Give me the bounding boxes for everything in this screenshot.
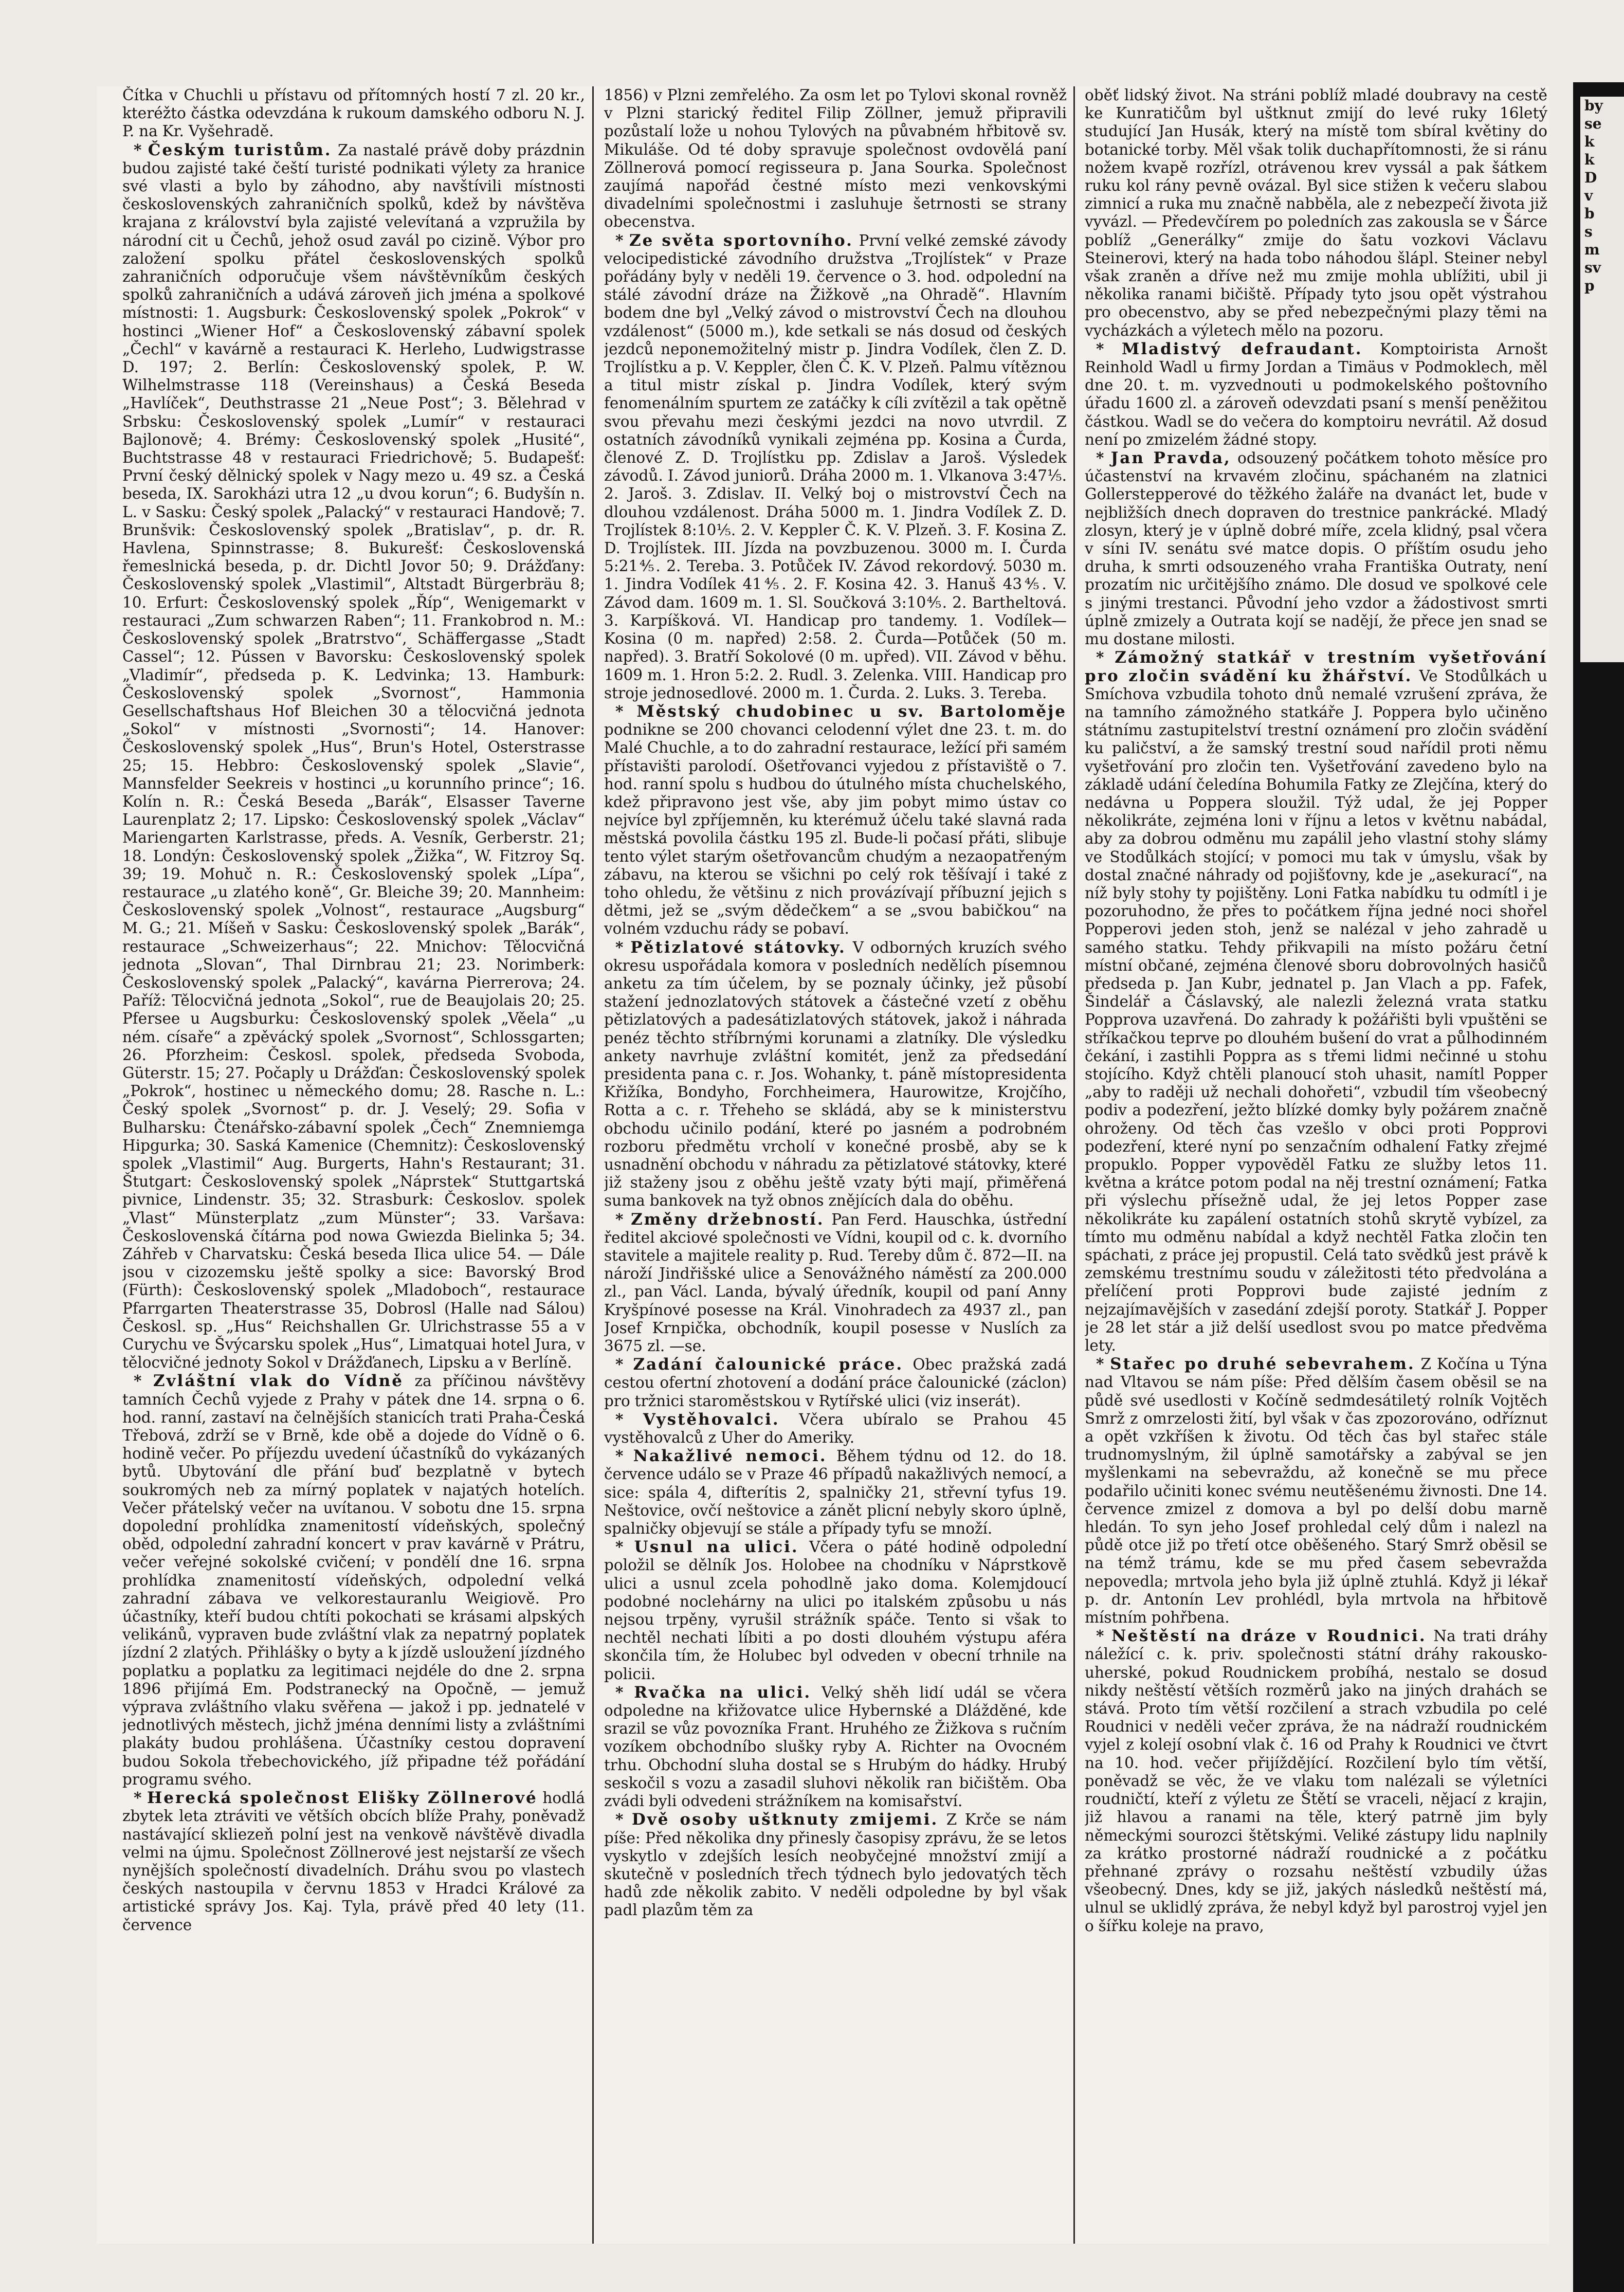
article-text: Velký shěh lidí udál se včera odpoledne na křižovatce ulice Hybernské a Dlážděné, kde srazil se vůz povozníka Frant. Hruhého ze Žižkova s ručním vozíkem obchodníbo slušky ryby A. Richter na Ovocném trhu. Obchodní sluha dostal se s Hrubým do hádky. Hrubý seskočil s vozu a zasadil sluhovi několik ran bičištěm. Oba zvádi byli odvedeni strážníkem na komisařství. — [604, 1683, 1067, 1810]
adjacent-page-fragment: v — [1584, 187, 1593, 204]
adjacent-page-fragment: k — [1584, 133, 1595, 150]
article-paragraph — [122, 1372, 585, 1789]
article-paragraph — [122, 86, 585, 141]
article-marker: * — [1096, 1355, 1110, 1373]
article-marker: * — [134, 140, 148, 159]
article-headline: Zvláštní vlak do Vídně — [153, 1372, 404, 1391]
article-marker: * — [1096, 648, 1115, 667]
adjacent-page-fragment: s — [1584, 223, 1593, 240]
article-paragraph — [1085, 86, 1547, 340]
article-text: Obec pražská zadá cestou ofertní zhotovení a dodání práce čalounické (záclon) pro tržnici staroměstskou v Rytířské ulici (viz inserát). — [604, 1356, 1067, 1410]
article-marker: * — [615, 1683, 634, 1701]
article-marker: * — [1096, 339, 1122, 358]
adjacent-page-fragment: m — [1584, 241, 1600, 258]
article-headline: Herecká společnost Elišky Zöllnerové — [147, 1789, 538, 1808]
article-text: První velké zemské závody velocipedistické závodního družstva „Trojlístek“ v Praze pořádány byly v neděli 19. července o 3. hod. odpolední na stálé závodní dráze na Žižkově „na Ohradě“. Hlavním bodem dne byl „Velký závod o mistrovství Čech na dlouhou vzdálenost“ (5000 m.), kde setkali se nás dosud od českých jezdců neponemožitelný mistr p. Jindra Vodílek, člen Z. D. Trojlístku a p. V. Keppler, člen Č. K. V. Plzeň. Palmu vítěznou a titul mistr získal p. Jindra Vodílek, který svým fenomenálním spurtem ze zatáčky k cíli zvítězil a tak opětně svou převahu mezi českými jezdci na novo utvrdil. Z ostatních závodníků vynikali zejména pp. Kosina a Čurda, členové Z. D. Trojlístku pp. Zdislav a Jaroš. Výsledek závodů. I. Závod juniorů. Dráha 2000 m. 1. Vlkanova 3:47⅕. 2. Jaroš. 3. Zdislav. II. Velký boj o mistrovství Čech na dlouhou vzdálenost. Dráha 5000 m. 1. Jindra Vodílek Z. D. Trojlístek 8:10⅕. 2. V. Keppler Č. K. V. Plzeň. 3. F. Kosina Z. D. Trojlístek. III. Jízda na povzbuzenou. 3000 m. I. Čurda 5:21⅘. 2. Tereba. 3. Potůček IV. Závod rekordový. 5030 m. 1. Jindra Vodílek 41⅘. 2. F. Kosina 42. 3. Hanuš 43⅘. V. Závod dam. 1609 m. 1. Sl. Součková 3:10⅘. 2. Bartheltová. 3. Karpíšková. VI. Handicap pro tandemy. 1. Vodílek—Kosina (0 m. napřed) 2:58. 2. Čurda—Potůček (50 m. napřed). 3. Bratří Sokolové (0 m. upřed). VII. Závod v běhu. 1609 m. 1. Hron 5:2. 2. Rudl. 3. Zelenka. VIII. Handicap pro stroje jednosedlové. 2000 m. 1. Čurda. 2. Luks. 3. Tereba. — [604, 231, 1067, 702]
article-text: hodlá zbytek leta ztráviti ve větších obcích blíže Prahy, poněvadž nastávající skliezeň polní jest na venkově návštěvě divadla velmi na újmu. Společnost Zöllnerové jest nejstarší ze všech nynějších společností divadelních. Dráhu svou po vlastech českých nastoupila v červnu 1853 v Hradci Králové za artistické správy Jos. Kaj. Tyla, právě před 40 lety (11. července — [122, 1789, 585, 1934]
article-text: Z Krče se nám píše: Před několika dny přinesly časopisy zprávu, že se letos vyskytlo v zdejších lesích neobyčejné množství zmijí a skutečně v posledních třech týdnech bylo jedovatých těch hadů zde několik zabito. V neděli odpoledne by byl však padl plazům těm za — [604, 1811, 1067, 1919]
article-text: odsouzený počátkem tohoto měsíce pro účastenství na krvavém zločinu, spáchaném na zlatnici Gollerstepperové do těžkého žaláře na dvanáct let, bude v nejbližších dnech dopraven do trestnice pankrácké. Mladý zlosyn, který je v úplně dobré míře, zcela klidný, psal včera v síni IV. senátu své matce dopis. O příštím osudu jeho druha, k smrti odsouzeného vraha Františka Outraty, není prozatím nic určitějšího známo. Dle dosud ve spolkové cele s jinými trestanci. Původní jeho vzdor a žádostivost smrti úplně zmizely a Outrata kojí se nadějí, že přece jen snad se mu dostane milosti. — [1085, 449, 1547, 648]
article-paragraph — [604, 231, 1067, 702]
adjacent-page-fragment: p — [1584, 277, 1595, 294]
article-text: Včera ubíralo se Prahou 45 vystěhovalců z Uher do Ameriky. — [604, 1410, 1067, 1447]
article-marker: * — [1096, 1627, 1111, 1645]
adjacent-page-snippet — [1580, 97, 1624, 662]
article-text: 1856) v Plzni zemřelého. Za osm let po Tylovi skonal rovněž v Plzni starický ředitel Filip Zöllner, jemuž připravili pozůstalí lože u nohou Tylových na půvabném hřbitově sv. Mikuláše. Od té doby spravuje společnost ovdovělá paní Zöllnerová pomocí regisseura p. Jana Sourka. Společnost zaujímá napořád čestné místo mezi venkovskými divadelními společnostmi i zasluhuje šetrnosti se strany obecenstva. — [604, 86, 1067, 231]
column-divider — [592, 86, 594, 2244]
article-headline: Změny držebností. — [631, 1210, 825, 1229]
article-text: Čítka v Chuchli u přístavu od přítomných hostí 7 zl. 20 kr., kteréžto částka odevzdána k rukoum damského odboru N. J. P. na Kr. Vyšehradě. — [122, 86, 585, 140]
adjacent-page-fragment: b — [1584, 205, 1595, 222]
article-text: za příčinou návštěvy tamních Čechů vyjede z Prahy v pátek dne 14. srpna o 6. hod. ranní, zastaví na čelnějších stanicích trati Praha-Česká Třebová, zdrží se v Brně, kde obě a dojede do Vídně o 6. hodině večer. Po příjezdu uvedení účastníků do vykázaných bytů. Ubytování dle přání buď bezplatně v bytech soukromých neb za mírný poplatek v najatých hotelích. Večer přátelský večer na uvítanou. V sobotu dne 15. srpna dopolední prohlídka znamenitostí vídeňských, společný oběd, odpolední zahradní koncert v prav kavárně v Prátru, večer veřejné sokolské cvičení; v pondělí dne 16. srpna prohlídka znamenitostí vídeňských, odpolední velká zahradní zábava ve velkorestauranlu Weigiově. Pro účastníky, kteří budou chtíti pokochati se krásami alpských velikánů, vypraven bude zvláštní vlak za nepatrný poplatek jízdní 2 zlatých. Přihlášky o byty a k jízdě usloužení jízdného poplatku a poplatku za legitimaci nejdéle do dne 2. srpna 1896 přijímá Em. Podstranecký na Opočně, — jemuž výprava zvláštního vlaku svěřena — jakož i pp. jednatelé v jednotlivých městech, jichž jména denními listy a zvláštními plakáty budou prohlášena. Účastníky cestou dopravení budou Sokola třebechovického, jíž připadne též pořádání programu svého. — [122, 1372, 585, 1788]
newspaper-page — [97, 86, 1549, 2244]
article-text: Pan Ferd. Hauschka, ústřední ředitel akciové společnosti ve Vídni, koupil od c. k. dvorního stavitele a majitele reality p. Rud. Tereby dům č. 872—II. na nároží Jindřišské ulice a Senovážného náměstí za 200.000 zl., pan Václ. Landa, bývalý úředník, koupil od paní Anny Kryšpínové posesse na Král. Vinohradech za 4937 zl., pan Josef Krnpička, obchodník, koupil posesse v Nuslích za 3675 zl. —se. — [604, 1210, 1067, 1355]
column-divider — [1073, 86, 1075, 2244]
article-paragraph — [604, 1810, 1067, 1919]
article-headline: Městský chudobinec u sv. Bartoloměje — [636, 702, 1067, 721]
article-paragraph — [604, 1538, 1067, 1683]
article-paragraph — [604, 1447, 1067, 1538]
column-2 — [604, 86, 1067, 2244]
adjacent-page-fragment: se — [1584, 115, 1602, 132]
article-text: Z Kočína u Týna nad Vltavou se nám píše: Před dělším časem oběsil se na půdě své usedlosti v Kočíně sedmdesátiletý rolník Vojtěch Smrž z omrzelosti žití, byl však v čas zpozorováno, odříznut a opět vzkříšen k životu. Od těch čas byl stařec stále trudnomyslným, žil úplně samotářsky a zabýval se jen myšlenkami na sebevraždu, až konečně se mu přece podařilo učiniti konec svému neutěšenému živnosti. Dne 14. července zmizel z domova a byl po delší dobu marně hledán. To syn jeho Josef prohledal celý dům i nalezl na půdě otce již po třetí otce oběšeného. Starý Smrž oběsil se na témž trámu, kde se mu před časem sebevražda nepovedla; mrtvola jeho byla již úplně ztuhlá. Když ji lékař p. dr. Antonín Lev prohlédl, byla mrtvola na hřbitově místním pohřbena. — [1085, 1355, 1547, 1627]
article-paragraph — [1085, 1627, 1547, 1935]
article-paragraph — [1085, 1355, 1547, 1627]
article-paragraph — [604, 1683, 1067, 1810]
article-text: V odborných kruzích svého okresu uspořádala komora v posledních nedělích písemnou anketu za tím účelem, by se poznaly účinky, jež působí stažení jednozlatových státovek a částečné vzetí z oběhu pětizlatových a padesátizlatových státovek, jakož i náhrada penéz těchto stříbrnými korunami a zlatníky. Dle výsledku ankety navrhuje zvláštní komitét, jenž za předsedání presidenta pana c. r. Jos. Wohanky, t. páně místopresidenta Křižíka, Bondyho, Forchheimera, Haurowitze, Krojčího, Rotta a c. r. Třeheho se skládá, aby se k ministerstvu obchodu učinilo podání, které po jasném a podrobném rozboru předmětu vrcholí v konečné prosbě, aby se k usnadnění obchodu v náhradu za pětizlatové státovky, které již staženy jsou z oběhu ještě vzaty býti mají, přiměřená suma bankovek na tyž obnos znějících dala do oběhu. — [604, 938, 1067, 1210]
article-paragraph — [1085, 449, 1547, 648]
article-marker: * — [615, 1538, 634, 1556]
article-headline: Jan Pravda, — [1110, 449, 1231, 468]
article-text: oběť lidský život. Na stráni poblíž mladé doubravy na cestě ke Kunratičům byl uštknut zmijí do levé ruky 16letý studující Jan Husák, který na místě tom sbíral květiny do botanické torby. Měl však tolik duchapřítomnosti, že si ránu nožem kvapě rozřízl, otrávenou krev vyssál a pak šátkem ruku kol rány pevně ovázal. Byl sice stižen k večeru slabou zimnicí a ruka mu značně nabběla, ale z nebezpečí života již vyvázl. — Předevčírem po poledních zas zakousla se v Šárce poblíž „Generálky“ zmije do šatu vozkovi Václavu Steinerovi, který na hada tobo náhodou šlápl. Steiner nebyl však zraněn a dříve než mu zmije mohla ublížiti, ubil ji několika ranami bičiště. Případy tyto jsou opět výstrahou pro obecenstvo, aby se před nebezpečnými plazy těmi na vycházkách a výletech mělo na pozoru. — [1085, 86, 1547, 339]
article-marker: * — [615, 1355, 633, 1374]
column-3 — [1085, 86, 1547, 2244]
article-headline: Mladistvý defraudant. — [1121, 339, 1363, 358]
article-marker: * — [615, 1410, 643, 1428]
article-marker: * — [615, 1447, 633, 1465]
article-headline: Vystěhovalci. — [643, 1410, 780, 1429]
article-paragraph — [604, 1210, 1067, 1356]
article-paragraph — [122, 141, 585, 1372]
article-paragraph — [1085, 340, 1547, 449]
article-paragraph — [1085, 648, 1547, 1355]
article-text: Komptoirista Arnošt Reinhold Wadl u firmy Jordan a Timäus v Podmoklech, měl dne 20. t. m. vyzvednouti u podmokelského poštovního úřadu 1600 zl. a zároveň odevzdati psaní s menší peněžitou částkou. Wadl se do večera do komptoiru nevrátil. Až dosud není po zmizelém žádné stopy. — [1085, 340, 1547, 448]
article-headline: Nakažlivé nemoci. — [633, 1447, 827, 1466]
article-headline: Usnul na ulici. — [634, 1538, 799, 1557]
article-paragraph — [604, 1355, 1067, 1410]
article-headline: Dvě osoby uštknuty zmijemi. — [631, 1810, 939, 1829]
article-text: podnikne se 200 chovanci celodenní výlet dne 23. t. m. do Malé Chuchle, a to do zahradní restaurace, ležící při samém přístavišti parolodí. Ošetřovanci vyjedou z přístaviště o 7. hod. ranní spolu s hudbou do útulného místa chuchelského, kdež připravono jest vše, aby jim pobyt mimo ústav co nejvíce byl zpříjemněn, ku kterémuž účelu také slavná rada městská povolila částku 195 zl. Bude-li počasí přáti, slibuje tento výlet starým ošetřovancům chudým a nezaopatřeným zábavu, na kterou se všichni po celý rok těšívají i také z toho ohledu, že většinu z nich provázívají příbuzní jejich s dětmi, jež se „svým dědečkem“ a se „svou babičkou“ na volném vzduchu rády se pobaví. — [604, 721, 1067, 938]
article-paragraph — [122, 1789, 585, 1934]
article-headline: Stařec po druhé sebevrahem. — [1110, 1355, 1415, 1374]
article-marker: * — [615, 231, 629, 249]
article-headline: Pětizlatové státovky. — [630, 938, 846, 957]
article-headline: Ze světa sportovního. — [629, 231, 853, 250]
article-headline: Rvačka na ulici. — [634, 1683, 812, 1702]
article-text: Za nastalé právě doby prázdnin budou zajisté také čeští turisté podnikati výlety za hranice své vlasti a bylo by záhodno, aby navštívili místnosti československých zahraničních spolků, kdež by návštěva krajana z království byla zajisté velevítaná a vzpružila by národní cit u Čechů, jehož osud zavál po cizině. Výbor pro založení spolku přátel československých spolků zahraničních odporučuje všem návštěvníkům českých spolků zahraničních a udává zároveň jich jména a spolkové místnosti: 1. Augsburk: Československý spolek „Pokrok“ v hostinci „Wiener Hof“ a Československý zábavní spolek „Čechl“ v kavárně a restauraci K. Herleho, Ludwigstrasse D. 197; 2. Berlín: Československý spolek, P. W. Wilhelmstrasse 118 (Vereinshaus) a Česká Beseda „Havlíček“, Deuthstrasse 21 „Neue Post“; 3. Bělehrad v Srbsku: Československý spolek „Lumír“ v restauraci Bajlonově; 4. Brémy: Československý spolek „Husité“, Buchtstrasse 48 v restauraci Friedrichově; 5. Budapešť: První český dělnický spolek v Nagy mezo u. 49 sz. a Česká beseda, IX. Sarokházi utra 12 „u dvou korun“; 6. Budyšín n. L. v Sasku: Český spolek „Palacký“ v restauraci Handově; 7. Brunšvik: Československý spolek „Bratislav“, p. dr. R. Havlena, Spinnstrasse; 8. Bukurešť: Československá řemeslnická beseda, p. dr. Dichtl Jovor 50; 9. Drážďany: Československý spolek „Vlastimil“, Altstadt Bürgerbräu 8; 10. Erfurt: Československý spolek „Říp“, Wenigemarkt v restauraci „Zum schwarzen Raben“; 11. Frankobrod n. M.: Československý spolek „Bratrstvo“, Schäffergasse „Stadt Cassel“; 12. Pússen v Bavorsku: Československý spolek „Vladimír“, předseda p. K. Ledvinka; 13. Hamburk: Československý spolek „Svornost“, Hammonia Gesellschaftshaus Hof Bleichen 30 a tělocvičná jednota „Sokol“ v místnosti „Svornosti“; 14. Hanover: Československý spolek „Hus“, Brun's Hotel, Osterstrasse 25; 15. Hebbro: Československý spolek „Slavie“, Mannsfelder Seekreis v hostinci „u korunního prince“; 16. Kolín n. R.: Česká Beseda „Barák“, Elsasser Taverne Laurenplatz 2; 17. Lipsko: Československý spolek „Václav“ Mariengarten Karlstrasse, předs. A. Vesník, Gerberstr. 21; 18. Londýn: Československý spolek „Žižka“, W. Fitzroy Sq. 39; 19. Mohuč n. R.: Československý spolek „Lípa“, restaurace „u zlatého koně“, Gr. Bleiche 39; 20. Mannheim: Československý spolek „Volnost“, restaurace „Augsburg“ M. G.; 21. Míšeň v Sasku: Československý spolek „Barák“, restaurace „Schweizerhaus“; 22. Mnichov: Tělocvičná jednota „Slovan“, Thal Dirnbrau 21; 23. Norimberk: Československý spolek „Palacký“, kavárna Pierrerova; 24. Paříž: Tělocvičná jednota „Sokol“, rue de Beaujolais 20; 25. Pfersee u Augsburku: Československý spolek „Věela“ „u ném. císaře“ a zpěvácký spolek „Svornost“, Schlossgarten; 26. Pforzheim: Českosl. spolek, předseda Svoboda, Güterstr. 15; 27. Počaply u Drážďan: Československý spolek „Pokrok“, hostinec u německého domu; 28. Rasche n. L.: Český spolek „Svornost“ p. dr. J. Veselý; 29. Sofia v Bulharsku: Čtenářsko-zábavní spolek „Čech“ Znemniemga Hipgurka; 30. Saská Kamenice (Chemnitz): Československý spolek „Vlastimil“ Aug. Burgerts, Hahn's Restaurant; 31. Štutgart: Československý spolek „Náprstek“ Stuttgartská pivnice, Lindenstr. 35; 32. Strasburk: Českoslov. spolek „Vlast“ Münsterplatz „zum Münster“; 33. Varšava: Československá čítárna pod nowa Gwiezda Bielinka 5; 34. Záhřeb v Charvatsku: Česká beseda Ilica ulice 54. — Dále jsou v cizozemsku ještě spolky a sice: Bavorský Brod (Fürth): Československý spolek „Mladoboch“, restaurace Pfarrgarten Theaterstrasse 35, Dobrosl (Halle nad Sálou) Českosl. sp. „Hus“ Reichshallen Gr. Ulrichstrasse 55 a v Curychu ve Švýcarsku spolek „Hus“, Limatquai hotel Jura, v tělocvičné jednoty Sokol v Drážďanech, Lipsku a v Berlíně. — [122, 141, 585, 1372]
column-1 — [122, 86, 585, 2244]
article-marker: * — [615, 1210, 631, 1228]
adjacent-page-fragment: k — [1584, 151, 1595, 168]
article-text: Během týdnu od 12. do 18. července událo se v Praze 46 případů nakažlivých nemocí, a sice: spála 4, difterítis 2, spalničky 21, střevní tyfus 19. Neštovice, ovčí neštovice a zánět plicní nebyly skoro úplně, spalničky objevují se stále a případy tyfu se množí. — [604, 1447, 1067, 1538]
article-marker: * — [615, 1810, 632, 1829]
article-headline: Zámožný statkář v trestním vyšetřování pro zločin svádění ku žhářství. — [1085, 648, 1547, 685]
adjacent-page-fragment: D — [1584, 169, 1597, 186]
article-headline: Neštěstí na dráze v Roudnici. — [1111, 1627, 1427, 1646]
article-text: Ve Stodůlkách u Smíchova vzbudila tohoto dnů nemalé vzrušení zpráva, že na tamního zámožného statkáře J. Poppera bylo učiněno státnímu zastupitelství trestní oznámení pro zločin svádění ku paličství, a že samský trestní soud nařídil proti němu vyšetřování pro zločin ten. Vyšetřování zavedeno bylo na základě udání čeledína Bohumila Fatky ze Zlejčína, který do nedávna u Poppera sloužil. Týž udal, že jej Popper několikráte, zejména loni v říjnu a letos v květnu nabádal, aby za dobrou odměnu mu zapálil jeho vlastní stohy slámy ve Stodůlkách stojící; v pomoci mu tak v úmyslu, však by dostal značné náhrady od pojišťovny, kde je „asekurací“, na níž byly stohy ty pojištěny. Loni Fatka nabídku tu odmítl i je pozoruhodno, že přes to počátkem října jedné noci shořel Popperovi jeden stoh, jenž se nalézal v jeho zahradě u samého statku. Tehdy přikvapili na místo požáru četní místní občané, zejména členové sboru dobrovolných hasičů předseda p. Jan Kubr, jednatel p. Jan Vlach a pp. Fafek, Šindelář a Čáslavský, ale nalezli železná vrata statku Popprova uzavřená. Do zahrady k požářišti byli vpuštěni se stříkačkou teprve po dlouhém bušení do vrat a půlhodinném čekání, i zastihli Poppra as s třemi lidmi nečinné u stohu stojícího. Když chtěli planoucí stoh uhasit, namítl Popper „aby to raději už nechali dohořeti“, vzbudil tím všeobecný podiv a podezření, ježto blízké domky byly požárem značně ohroženy. Od těch čas vzešlo v obci proti Popprovi podezření, které nyní po senzačním odhalení Fatky zřejmé propuklo. Popper vypověděl Fatku ze služby letos 11. května a krátce potom podal na něj trestní oznámení; Fatka při výslechu přísežně udal, že jej letos Popper zase několikráte ku zapálení ostatních stohů skrytě vybízel, za tímto mu odměnu nabídal a když nechtěl Fatka zločin ten spáchati, z práce jej propustil. Celá tato svědků jest právě k zemskému trestnímu soudu v záležitosti této předvolána a přelíčení proti Popprovi bude zajisté jedním z nejzajímavějších v zasedání zdejší poroty. Statkář J. Popper je 28 let stár a již delší usedlost svou po matce předvěma lety. — [1085, 667, 1547, 1355]
article-paragraph — [604, 938, 1067, 1210]
article-paragraph — [604, 1410, 1067, 1447]
article-paragraph — [604, 86, 1067, 231]
article-headline: Českým turistům. — [148, 140, 332, 159]
article-marker: * — [1096, 449, 1111, 467]
article-marker: * — [615, 702, 637, 720]
article-text: Na trati dráhy náležící c. k. priv. společnosti státní dráhy rakousko-uherské, pokud Roudnickem probíhá, nestalo se dosud nikdy neštěstí větších rozměrů jako na jiných drahách se stává. Proto tím větší rozčilení a strach vzbudila po celé Roudnici v neděli večer zpráva, že na nádraží roudnickém vyjel z kolejí osobní vlak č. 16 od Prahy k Roudnici ve čtvrt na 10. hod. večer přijíždějící. Rozčilení bylo tím větší, poněvadž se věc, že ve vlaku tom nalézali se výletníci roudničtí, kteří z výletu ze Štětí se vraceli, nějací z krajin, již hlavou a ranami na těle, který patrně jim byly německými sourozci štětskými. Veliké zástupy lidu naplnily za krátko prostorné nádraží roudnické a z počátku přehnané zprávy o rozsahu neštěstí vzbudily úžas všeobecný. Dnes, kdy se již, jakých následků neštěstí má, ulnul se uklidlý zpráva, že nebyl když byl parostroj vyjel jen o šířku koleje na pravo, — [1085, 1627, 1547, 1935]
article-marker: * — [615, 938, 631, 956]
adjacent-page-fragment: sv — [1584, 259, 1601, 276]
article-paragraph — [604, 702, 1067, 938]
adjacent-page-fragment: by — [1584, 97, 1603, 114]
article-marker: * — [134, 1789, 147, 1807]
article-text: Včera o páté hodině odpolední položil se dělník Jos. Holobee na chodníku v Náprstkově ulici a usnul zcela pohodlně jako doma. Kolemjdoucí podobné noclehárny na ulici po italském způsobu u nás nejsou trpěny, vyrušil strážník spáče. Tento si však to nechtěl nechati líbiti a po dosti dlouhém výstupu aféra skončila tím, že Holubec byl odveden v obecní trhnile na policii. — [604, 1538, 1067, 1683]
article-marker: * — [134, 1372, 153, 1390]
article-headline: Zadání čalounické práce. — [633, 1355, 904, 1374]
